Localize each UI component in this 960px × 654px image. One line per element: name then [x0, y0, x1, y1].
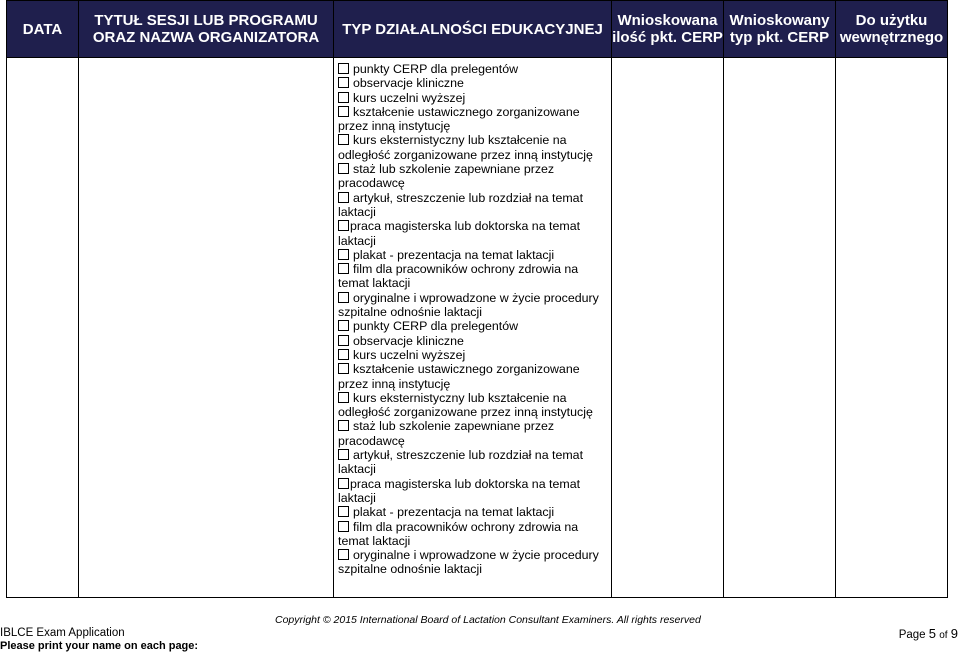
checkbox-icon[interactable] [338, 335, 349, 346]
activity-option [338, 105, 611, 134]
activity-option [338, 76, 611, 90]
activity-option [338, 448, 611, 477]
checkbox-icon[interactable] [338, 521, 349, 532]
activity-option-label: praca magisterska lub doktorska na temat laktacji [338, 219, 581, 248]
activity-option-label: plakat - prezentacja na temat laktacji [353, 247, 555, 262]
activity-option-label: kształcenie ustawicznego zorganizowane przez inną instytucję [338, 362, 580, 391]
activity-option-label: kurs uczelni wyższej [353, 347, 466, 362]
header-session-title: TYTUŁ SESJI LUB PROGRAMU ORAZ NAZWA ORGANIZATORA [79, 1, 334, 58]
checkbox-icon[interactable] [338, 392, 349, 403]
activity-option-label: kształcenie ustawicznego zorganizowane przez inną instytucję [338, 104, 580, 134]
page-number [899, 626, 958, 641]
checkbox-icon[interactable] [338, 249, 349, 260]
checkbox-icon[interactable] [338, 63, 349, 74]
header-date: DATA [7, 1, 79, 58]
checkbox-icon[interactable] [338, 192, 349, 203]
header-activity-type: TYP DZIAŁALNOŚCI EDUKACYJNEJ [334, 1, 612, 58]
activity-option-label: staż lub szkolenie zapewniane przez pracodawcę [338, 162, 555, 191]
education-activity-table [6, 0, 948, 598]
checkbox-icon[interactable] [338, 420, 349, 431]
checkbox-icon[interactable] [338, 220, 349, 231]
checkbox-icon[interactable] [338, 506, 349, 517]
entry-row [7, 58, 948, 598]
activity-option [338, 334, 611, 348]
page-current: 5 [928, 626, 937, 641]
checkbox-icon[interactable] [338, 134, 349, 145]
checkbox-icon[interactable] [338, 292, 349, 303]
activity-option [338, 505, 611, 519]
activity-option [338, 133, 611, 162]
activity-option-label: film dla pracowników ochrony zdrowia na temat laktacji [338, 262, 579, 291]
activity-option [338, 477, 611, 506]
checkbox-icon[interactable] [338, 349, 349, 360]
activity-option-label: oryginalne i wprowadzone w życie procedury szpitalne odnośnie laktacji [338, 548, 599, 577]
footer-copyright: Copyright © 2015 International Board of Lactation Consultant Examiners. All rights reserved [275, 614, 701, 626]
header-row [7, 1, 948, 58]
session-title-cell[interactable] [79, 58, 334, 598]
checkbox-icon[interactable] [338, 478, 349, 489]
date-cell[interactable] [7, 58, 79, 598]
activity-option-label: punkty CERP dla prelegentów [353, 319, 519, 334]
activity-option-label: kurs eksternistyczny lub kształcenie na odległość zorganizowane przez inną instytucję [338, 390, 593, 420]
activity-option-label: kurs uczelni wyższej [353, 90, 466, 105]
activity-option [338, 548, 611, 577]
checkbox-icon[interactable] [338, 449, 349, 460]
checkbox-icon[interactable] [338, 320, 349, 331]
footer-print-note: Please print your name on each page: [0, 640, 199, 652]
activity-option-label: artykuł, streszczenie lub rozdział na temat laktacji [338, 448, 584, 477]
activity-option-label: film dla pracowników ochrony zdrowia na temat laktacji [338, 519, 579, 548]
page-label: Page [898, 629, 926, 641]
activity-option-label: staż lub szkolenie zapewniane przez pracodawcę [338, 419, 555, 448]
header-internal-use: Do użytku wewnętrznego [836, 1, 948, 58]
footer-app-name: IBLCE Exam Application [0, 627, 125, 639]
activity-option [338, 348, 611, 362]
requested-cerp-type-cell[interactable] [724, 58, 836, 598]
activity-type-cell [334, 58, 612, 598]
activity-option [338, 391, 611, 420]
activity-option [338, 219, 611, 248]
activity-option-label: oryginalne i wprowadzone w życie procedury szpitalne odnośnie laktacji [338, 290, 599, 320]
page-total: 9 [950, 626, 958, 641]
activity-option [338, 262, 611, 291]
activity-option [338, 191, 611, 220]
activity-option [338, 419, 611, 448]
page-of: of [939, 630, 948, 641]
activity-option-label: kurs eksternistyczny lub kształcenie na odległość zorganizowane przez inną instytucję [338, 133, 593, 162]
activity-option [338, 319, 611, 333]
activity-option [338, 91, 611, 105]
activity-option [338, 362, 611, 391]
checkbox-icon[interactable] [338, 77, 349, 88]
activity-option-label: praca magisterska lub doktorska na temat laktacji [338, 476, 581, 505]
checkbox-icon[interactable] [338, 106, 349, 117]
requested-cerp-count-cell[interactable] [612, 58, 724, 598]
activity-option [338, 291, 611, 320]
activity-option [338, 520, 611, 549]
activity-option-label: artykuł, streszczenie lub rozdział na temat laktacji [338, 190, 584, 219]
activity-option [338, 248, 611, 262]
checkbox-icon[interactable] [338, 263, 349, 274]
activity-option-label: observacje kliniczne [353, 333, 464, 348]
activity-option-label: punkty CERP dla prelegentów [353, 62, 519, 76]
internal-use-cell [836, 58, 948, 598]
activity-option-label: observacje kliniczne [353, 76, 464, 91]
activity-option [338, 62, 611, 76]
activity-option [338, 162, 611, 191]
checkbox-icon[interactable] [338, 92, 349, 103]
header-requested-cerp-count: Wnioskowana ilość pkt. CERP [612, 1, 724, 58]
checkbox-icon[interactable] [338, 163, 349, 174]
checkbox-icon[interactable] [338, 549, 349, 560]
checkbox-icon[interactable] [338, 363, 349, 374]
activity-type-checklist [334, 58, 611, 577]
header-requested-cerp-type: Wnioskowany typ pkt. CERP [724, 1, 836, 58]
activity-option-label: plakat - prezentacja na temat laktacji [353, 505, 555, 520]
